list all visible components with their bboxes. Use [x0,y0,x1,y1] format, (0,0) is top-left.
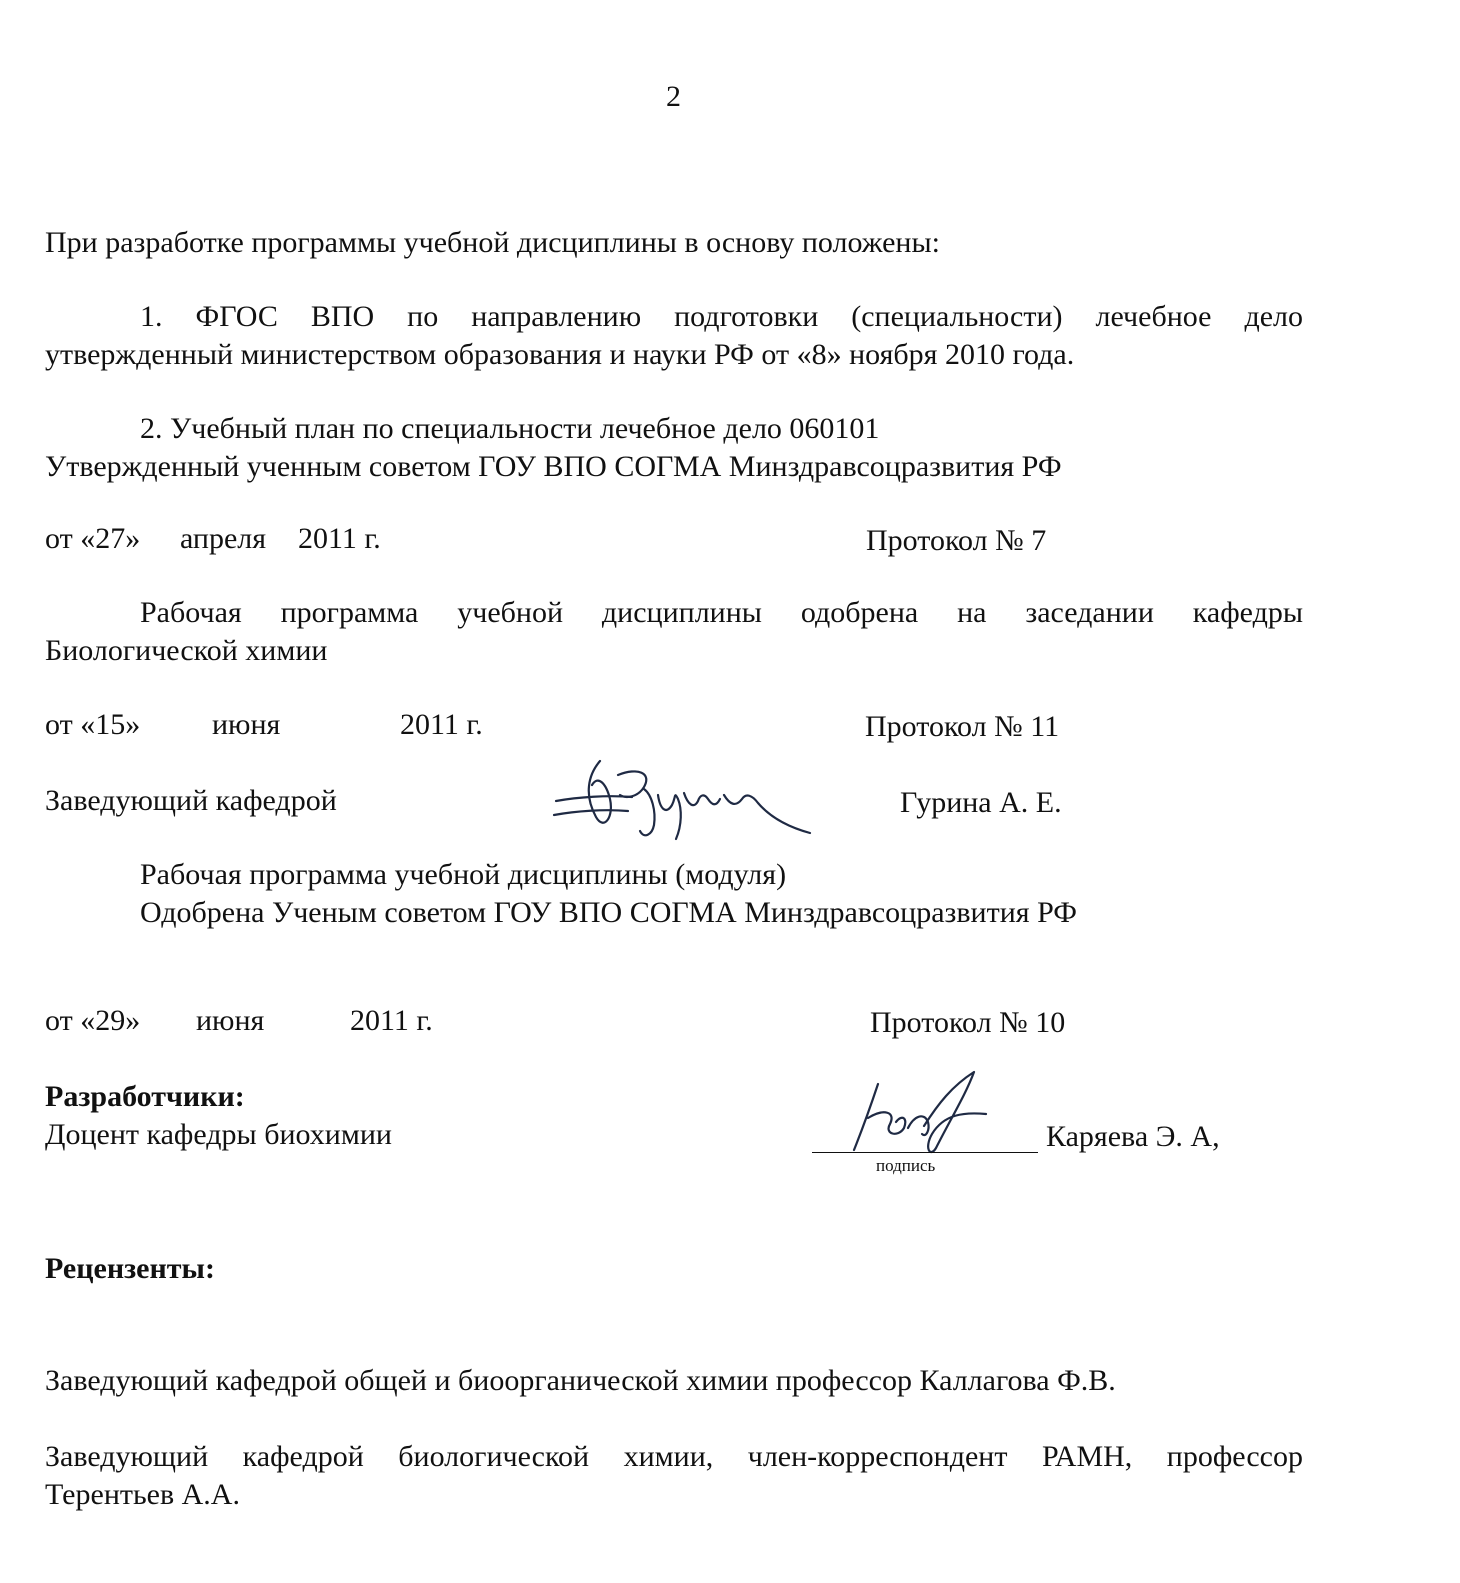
approval-3-year: 2011 г. [350,1004,433,1037]
dept-approval-line-2: Биологической химии [45,634,328,667]
approval-1-month: апреля [180,522,267,555]
intro-text: При разработке программы учебной дисциплины в основу положены: [45,226,940,259]
approval-3-month: июня [196,1004,265,1037]
head-name: Гурина А. Е. [900,786,1062,819]
developers-heading: Разработчики: [45,1080,245,1113]
developer-signature [840,1068,1000,1158]
item-1-line-2: утвержденный министерством образования и науки РФ от «8» ноября 2010 года. [45,338,1075,371]
head-title: Заведующий кафедрой [45,784,337,817]
item-1-line-1: 1. ФГОС ВПО по направлению подготовки (специальности) лечебное дело [140,300,1303,333]
developer-signature-line [812,1152,1038,1153]
approval-2-protocol: Протокол № 11 [865,710,1060,743]
head-signature [548,755,818,845]
council-line-1: Рабочая программа учебной дисциплины (модуля) [140,858,787,891]
approval-3-protocol: Протокол № 10 [870,1006,1066,1039]
approval-2-year: 2011 г. [400,708,483,741]
reviewer-2-line-2: Терентьев А.А. [45,1478,240,1511]
council-line-2: Одобрена Ученым советом ГОУ ВПО СОГМА Минздравсоцразвития РФ [140,896,1077,929]
item-2-line-1: 2. Учебный план по специальности лечебное дело 060101 [140,412,880,445]
approval-3-day: от «29» [45,1004,141,1037]
approval-1-year: 2011 г. [298,522,381,555]
developer-name: Каряева Э. А, [1046,1120,1220,1153]
page-number: 2 [666,80,681,113]
reviewers-heading: Рецензенты: [45,1252,215,1285]
signature-caption: подпись [876,1156,936,1175]
approval-2-month: июня [212,708,281,741]
reviewer-1: Заведующий кафедрой общей и биоорганической химии профессор Каллагова Ф.В. [45,1364,1116,1397]
item-2-line-2: Утвержденный ученным советом ГОУ ВПО СОГМА Минздравсоцразвития РФ [45,450,1062,483]
dept-approval-line-1: Рабочая программа учебной дисциплины одобрена на заседании кафедры [140,596,1303,629]
approval-2-day: от «15» [45,708,141,741]
approval-1-day: от «27» [45,522,141,555]
reviewer-2-line-1: Заведующий кафедрой биологической химии, член-корреспондент РАМН, профессор [45,1440,1303,1473]
approval-1-protocol: Протокол № 7 [866,524,1047,557]
developer-position: Доцент кафедры биохимии [45,1118,392,1151]
